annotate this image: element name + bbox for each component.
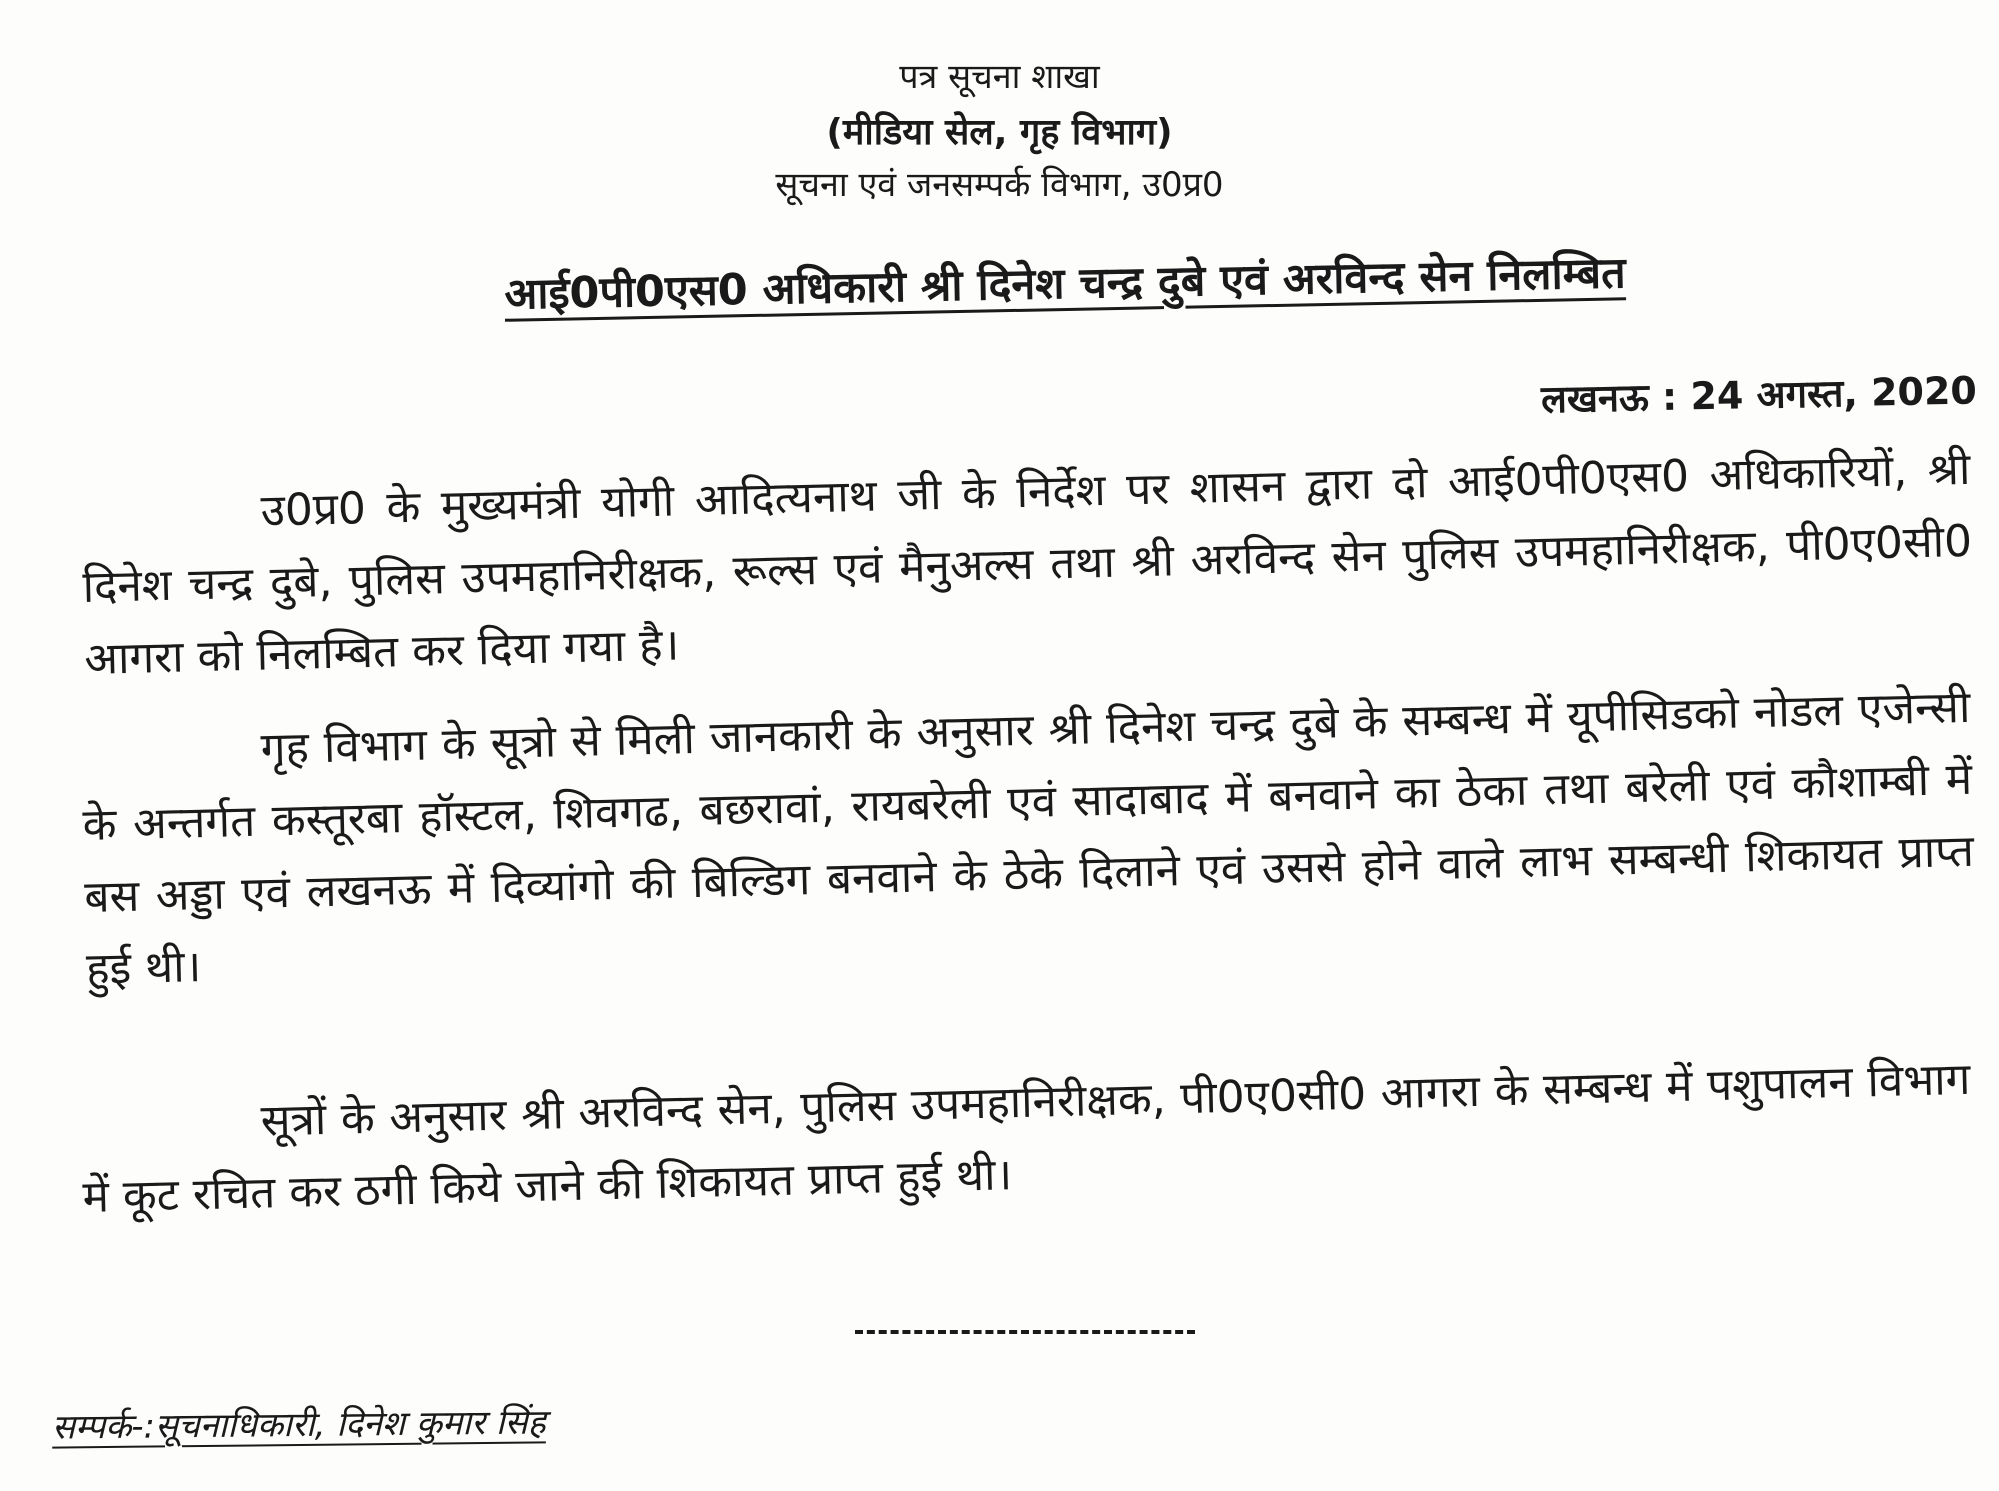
- contact-line: सम्पर्क-:सूचनाधिकारी, दिनेश कुमार सिंह: [51, 1402, 546, 1448]
- closing-divider: [855, 1330, 1195, 1334]
- body-paragraph-2: गृह विभाग के सूत्रो से मिली जानकारी के अनुसार श्री दिनेश चन्द्र दुबे के सम्बन्ध में यूपीसिडको नोडल एजेन्सी के अन्तर्गत कस्तूरबा हॉस्टल, शिवगढ, बछरावां, रायबरेली एवं सादाबाद में बनवाने का ठेका तथा बरेली एवं कौशाम्बी में बस अड्डा एवं लखनऊ में दिव्यांगो की बिल्डिग बनवाने के ठेके दिलाने एवं उससे होने वाले लाभ सम्बन्धी शिकायत प्राप्त हुई थी।: [82, 681, 1975, 995]
- dateline: लखनऊ : 24 अगस्त, 2020: [1540, 368, 1978, 422]
- department-line-3: सूचना एवं जनसम्पर्क विभाग, उ0प्र0: [775, 165, 1224, 205]
- department-line-1: पत्र सूचना शाखा: [899, 57, 1100, 97]
- body-paragraph-3: सूत्रों के अनुसार श्री अरविन्द सेन, पुलिस उपमहानिरीक्षक, पी0ए0सी0 आगरा के सम्बन्ध में पशुपालन विभाग में कूट रचित कर ठगी किये जाने की शिकायत प्राप्त हुई थी।: [82, 1053, 1971, 1223]
- body-paragraph-1: उ0प्र0 के मुख्यमंत्री योगी आदित्यनाथ जी के निर्देश पर शासन द्वारा दो आई0पी0एस0 अधिकारियों, श्री दिनेश चन्द्र दुबे, पुलिस उपमहानिरीक्षक, रूल्स एवं मैनुअल्स तथा श्री अरविन्द सेन पुलिस उपमहानिरीक्षक, पी0ए0सी0 आगरा को निलम्बित कर दिया गया है।: [82, 443, 1973, 685]
- press-release-title: आई0पी0एस0 अधिकारी श्री दिनेश चन्द्र दुबे एवं अरविन्द सेन निलम्बित: [504, 248, 1627, 320]
- department-line-2: (मीडिया सेल, गृह विभाग): [826, 112, 1173, 153]
